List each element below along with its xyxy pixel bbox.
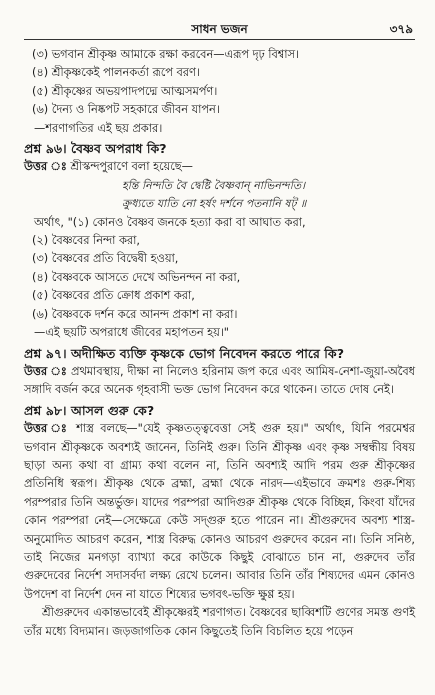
- header-rule: [24, 39, 415, 40]
- answer-label: উত্তর ঃ: [24, 422, 70, 436]
- answer-text: প্রথমাবস্থায়, দীক্ষা না নিলেও হরিনাম জপ করে এবং আমিষ-নেশা-জুয়া-অবৈধ সঙ্গাদি বর্জন করে অনেক গৃহবাসী ভক্ত ভোগ নিবেদন করে থাকেন। তাতে দোষ নেই।: [24, 364, 415, 397]
- verse-line: ক্রুধ্যতে যাতি নো হর্ষং দর্শনে পতনানি ষট্ ॥: [122, 197, 307, 211]
- page-content: [24, 46, 415, 641]
- summary-line: —এই ছয়টি অপরাধে জীবের মহাপতন হয়।": [34, 326, 229, 340]
- page-number: ৩৭৯: [389, 22, 413, 36]
- list-item: (৪) শ্রীকৃষ্ণকেই পালনকর্তা রূপে বরণ।: [32, 66, 200, 80]
- answer-97: [24, 363, 415, 400]
- list-item: (৫) শ্রীকৃষ্ণের অভয়পাদপদ্মে আত্মসমর্পণ।: [32, 84, 218, 98]
- list-item: (৩) ভগবান শ্রীকৃষ্ণ আমাকে রক্ষা করবেন—এরূপ দৃঢ় বিশ্বাস।: [32, 48, 300, 61]
- list-item: (২) বৈষ্ণবের নিন্দা করা,: [32, 234, 140, 248]
- answer-98-continuation: শ্রীগুরুদেব একান্তভাবেই শ্রীকৃষ্ণেরই শরণাগত। বৈষ্ণবের ছাব্বিশটি গুণের সমস্ত গুণই তাঁর মধ্যে বিদ্যমান। জড়জাগতিক কোন কিছুতেই তিনি বিচলিত হয়ে পড়েন: [24, 606, 415, 638]
- summary-line: —শরণাগতির এই ছয় প্রকার।: [34, 121, 163, 135]
- list-item: (৪) বৈষ্ণবকে আসতে দেখে অভিনন্দন না করা,: [32, 270, 241, 284]
- answer-98: [24, 420, 415, 604]
- list-item: (৬) বৈষ্ণবকে দর্শন করে আনন্দ প্রকাশ না করা।: [32, 307, 238, 321]
- question-97: প্রশ্ন ৯৭। অদীক্ষিত ব্যক্তি কৃষ্ণকে ভোগ নিবেদন করতে পারে কি?: [24, 345, 345, 361]
- answer-label: উত্তর ঃ: [24, 160, 67, 174]
- meaning-intro: অর্থাৎ, "(১) কোনও বৈষ্ণব জনকে হত্যা করা বা আঘাত করা,: [34, 215, 306, 229]
- verse-line: হন্তি নিন্দতি বৈ দ্বেষ্টি বৈষ্ণবান্ নাভিনন্দতি।: [122, 178, 306, 192]
- question-96: প্রশ্ন ৯৬। বৈষ্ণব অপরাধ কি?: [24, 141, 167, 157]
- list-item: (৩) বৈষ্ণবের প্রতি বিদ্বেষী হওয়া,: [32, 252, 179, 266]
- answer-text: শ্রীস্কন্দপুরাণে বলা হয়েছে—: [70, 160, 193, 174]
- answer-label: উত্তর ঃ: [24, 364, 68, 378]
- page-header: [24, 10, 415, 38]
- list-item: (৫) বৈষ্ণবের প্রতি ক্রোধ প্রকাশ করা,: [32, 289, 195, 303]
- answer-96-intro: [24, 158, 415, 176]
- running-head: সাধন ভজন: [191, 22, 248, 36]
- answer-text: শাস্ত্র বলছে—"যেই কৃষ্ণতত্ত্ববেত্তা সেই গুরু হয়।" অর্থাৎ, যিনি পরমেশ্বর ভগবান শ্রীকৃষ্ণকে অবশ্যই জানেন, তিনিই গুরু। তিনি শ্রীকৃষ্ণ এবং কৃষ্ণ সম্বন্ধীয় বিষয় ছাড়া অন্য কথা বা গ্রাম্য কথা বলেন না, তিনি অবশ্যই আদি পরম গুরু শ্রীকৃষ্ণের প্রতিনিধি স্বরূপ। শ্রীকৃষ্ণ থেকে ব্রহ্মা, ব্রহ্মা থেকে নারদ—এইভাবে ক্রমশঃ গুরু-শিষ্য পরম্পরার তিনি অন্তর্ভুক্ত। যাদের পরম্পরা আদিগুরু শ্রীকৃষ্ণ থেকে বিচ্ছিন্ন, কিংবা যাঁদের কোন পরম্পরা নেই—সেক্ষেত্রে কেউ সদ্‌গুরু হতে পারেন না। শ্রীগুরুদেব অবশ্য শাস্ত্র-অনুমোদিত আচরণ করেন, শাস্ত্র বিরুদ্ধ কোনও আচরণ গুরুদেব করেন না। তিনি সনিষ্ঠ, তাই নিজের মনগড়া ব্যাখ্যা করে কাউকে কিছুই বোঝাতে চান না, গুরুদেব তাঁর গুরুদেবের নির্দেশ সদাসর্বদা লক্ষ্য রেখে চলেন। আবার তিনি তাঁর শিষ্যদের এমন কোনও উপদেশ বা নির্দেশ দেন না যাতে শিষ্যের ভগবৎ-ভক্তি ক্ষুণ্ণ হয়।: [24, 422, 415, 601]
- list-item: (৬) দৈন্য ও নিষ্কপট সহকারে জীবন যাপন।: [32, 103, 220, 117]
- question-98: প্রশ্ন ৯৮। আসল গুরু কে?: [24, 402, 155, 418]
